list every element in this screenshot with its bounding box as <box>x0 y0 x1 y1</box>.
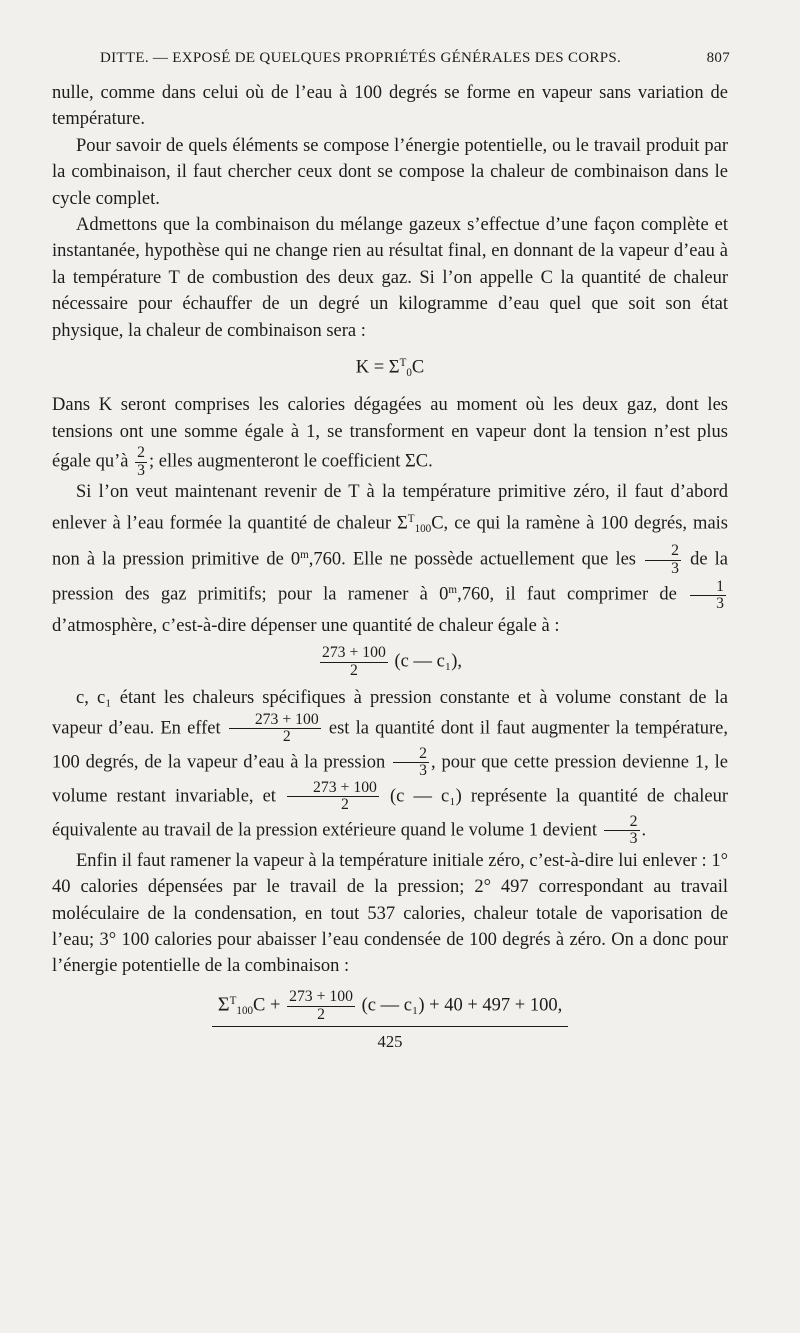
eq1-sub: 0 <box>406 367 412 380</box>
header-title: DITTE. — EXPOSÉ DE QUELQUES PROPRIÉTÉS GÉNÉRALES DES CORPS. <box>100 50 622 66</box>
p5-sup: T <box>407 512 415 525</box>
p6-frac3-den: 2 <box>341 796 349 814</box>
eq3-fraction <box>287 989 355 1023</box>
p5-text-b: C, ce qui la ramène à 100 degrés, mais non à la pression primitive de 0 <box>52 513 728 570</box>
p5-text-d: de la pression des gaz primitifs; pour la ramener à 0 <box>52 549 729 606</box>
p5-unit-2: m <box>448 584 458 597</box>
paragraph-3: Admettons que la combinaison du mélange gazeux s’effectue d’une façon complète et instantanée, hypothèse qui ne change rien au résultat final, en donnant de la vapeur d’eau à la température T de combustion des deux gaz. Si l’on appelle C la quantité de chaleur nécessaire pour échauffer de un degré un kilogramme d’eau quel que soit son état physique, la chaleur de combinaison sera : <box>52 215 728 341</box>
p6-fraction-4 <box>604 814 640 848</box>
p4-frac-den: 3 <box>137 461 146 479</box>
eq1-lhs: K = Σ <box>355 357 400 378</box>
p6-frac1-num: 273 + 100 <box>229 712 321 730</box>
eq3-num: 273 + 100 <box>289 988 353 1006</box>
eq2-fraction <box>320 645 388 679</box>
eq3-sigma: Σ <box>217 993 230 1016</box>
p6-frac1-den: 2 <box>282 728 291 746</box>
p6-text-a: c, c₁ étant les chaleurs spécifiques à pression constante et à volume constant de la vapeur d’eau. En effet <box>52 688 728 738</box>
p6-frac2-num: 2 <box>393 746 429 764</box>
p5-unit-1: m <box>300 549 309 562</box>
paragraph-2: Pour savoir de quels éléments se compose l’énergie potentielle, ou le travail produit par la combinaison, il faut chercher ceux dont se compose la chaleur de combinaison dans le cycle complet. <box>52 135 728 209</box>
p5-text-a: Si l’on veut maintenant revenir de T à la température primitive zéro, il faut d’abord enlever à l’eau formée la quantité de chaleur Σ <box>52 482 728 534</box>
p4-text-a: Dans K seront comprises les calories dégagées au moment où les deux gaz, dont les tensions ont une somme égale à 1, se transforment en vapeur dont la tension n’est plus égale qu’à <box>52 395 728 472</box>
p6-fraction-1 <box>229 712 321 746</box>
paragraph-6 <box>52 685 728 847</box>
p5-frac1-num: 2 <box>645 543 681 561</box>
eq3-den: 2 <box>317 1005 325 1023</box>
p6-frac4-den: 3 <box>629 830 638 848</box>
p5-text-e: ,760, il faut comprimer de <box>457 585 677 606</box>
eq2-num: 273 + 100 <box>321 644 386 662</box>
paragraph-7: Enfin il faut ramener la vapeur à la température initiale zéro, c’est-à-dire lui enlever : 1° 40 calories dépensées par le travail de la pression; 2° 497 correspondant au travail moléculaire de la condensation, en tout 537 calories, chaleur totale de vaporisation de l’eau; 3° 100 calories pour abaisser l’eau condensée de 100 degrés à zéro. On a donc pour l’énergie potentielle de la combinaison : <box>52 850 728 977</box>
equation-final <box>52 988 728 1056</box>
eq3-c: C + <box>253 995 281 1016</box>
eq3-rest: (c — c₁) + 40 + 497 + 100, <box>361 995 563 1016</box>
p5-sub: 100 <box>414 522 432 535</box>
p6-frac2-den: 3 <box>419 762 427 780</box>
p5-frac1-den: 3 <box>671 559 679 577</box>
p6-text-c: , pour que cette pression devienne 1, le volume restant invariable, et <box>52 751 729 806</box>
p4-fraction <box>135 445 147 479</box>
p6-text-b: est la quantité dont il faut augmenter la température, 100 degrés, de la vapeur d’eau à la pression <box>52 717 729 772</box>
p5-fraction-2 <box>690 579 726 613</box>
eq1-rhs: C <box>411 357 425 378</box>
p5-text-c: ,760. Elle ne possède actuellement que les <box>308 549 637 570</box>
final-denominator: 425 <box>377 1032 403 1052</box>
p6-text-d: (c — c₁) représente la quantité de chaleur équivalente au travail de la pression extérieure quand le volume 1 devient <box>52 785 729 840</box>
p5-frac2-num: 1 <box>690 579 726 597</box>
p5-fraction-1 <box>645 543 681 577</box>
p4-text-b: ; elles augmenteront le coefficient ΣC. <box>149 451 433 472</box>
p6-frac3-num: 273 + 100 <box>287 780 379 798</box>
paragraph-5 <box>52 479 728 639</box>
page-number: 807 <box>706 50 730 66</box>
final-numerator <box>212 988 568 1027</box>
eq2-rest: (c — c₁), <box>394 651 463 672</box>
p5-text-f: d’atmosphère, c’est-à-dire dépenser une quantité de chaleur égale à : <box>52 615 560 636</box>
p6-text-e: . <box>641 819 647 840</box>
p5-frac2-den: 3 <box>716 595 724 613</box>
equation-compression <box>52 645 728 679</box>
body-text <box>52 80 728 1056</box>
p4-frac-num: 2 <box>137 444 146 462</box>
eq3-sup: T <box>229 994 237 1007</box>
p6-fraction-3 <box>287 780 379 814</box>
paragraph-4 <box>52 392 728 479</box>
eq3-sub: 100 <box>236 1004 254 1017</box>
eq2-den: 2 <box>349 661 358 679</box>
p6-fraction-2 <box>393 746 429 780</box>
paragraph-1: nulle, comme dans celui où de l’eau à 100 degrés se forme en vapeur sans variation de température. <box>52 83 728 130</box>
equation-k <box>52 350 728 386</box>
p6-frac4-num: 2 <box>604 814 640 832</box>
eq1-sup: T <box>399 357 407 370</box>
